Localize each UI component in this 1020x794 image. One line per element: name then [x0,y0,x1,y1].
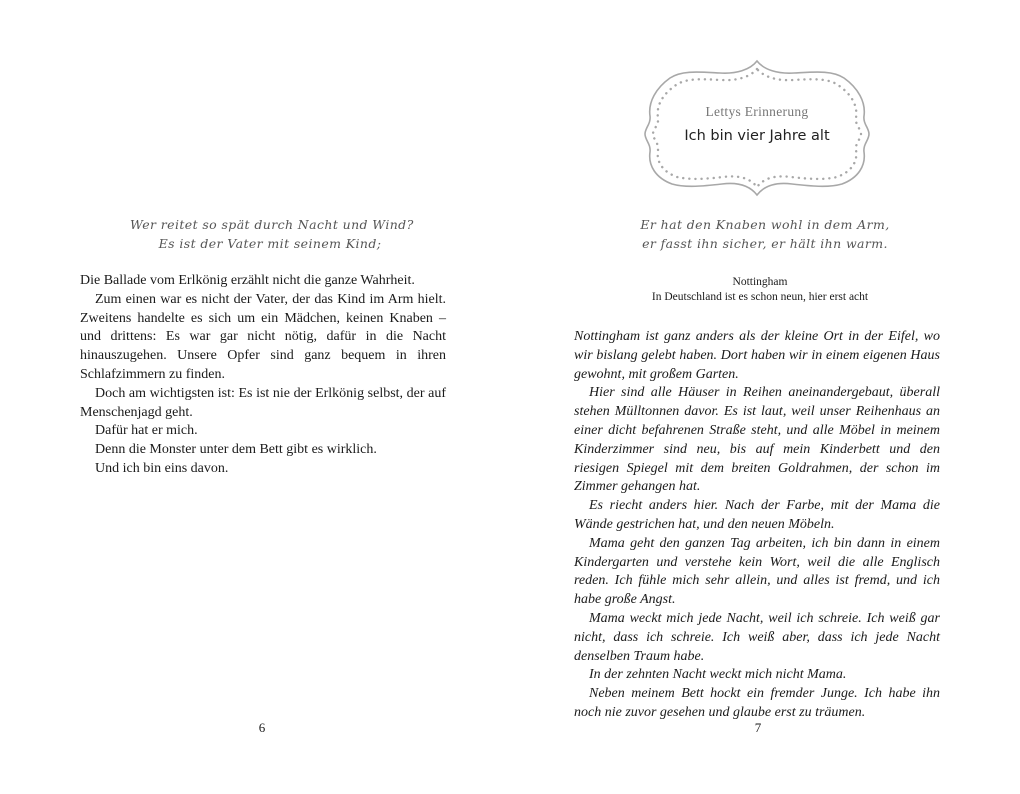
epigraph [130,215,414,253]
paragraph: Mama weckt mich jede Nacht, weil ich schreie. Ich weiß gar nicht, dass ich schreie. Ich weiß aber, dass ich jede Nacht denselben Traum habe. [574,610,940,664]
epigraph-line: Es ist der Vater mit seinem Kind; [158,236,382,251]
time-note: In Deutschland ist es schon neun, hier erst acht [651,291,869,303]
paragraph: Denn die Monster unter dem Bett gibt es wirklich. [95,442,377,458]
epigraph [630,215,900,253]
paragraph: Doch am wichtigsten ist: Es ist nie der Erlkönig selbst, der auf Menschenjagd geht. [80,385,446,420]
page-number: 7 [754,720,762,735]
epigraph-line: Er hat den Knaben wohl in dem Arm, [640,217,890,232]
place-time-heading [570,275,950,305]
page-number: 6 [258,720,266,735]
paragraph: Mama geht den ganzen Tag arbeiten, ich bin dann in einem Kindergarten und verstehe kein Wort, weil die alle Englisch reden. Ich fühle mich sehr allein, und alles ist fremd, und ich habe große Angst. [574,535,940,608]
paragraph: Hier sind alle Häuser in Reihen aneinandergebaut, überall stehen Mülltonnen davor. Es ist laut, weil unser Reihenhaus an einer dicht befahrenen Straße steht, und alle Möbel in meinem Kinderzimmer sind neu, bis auf mein Kinderbett und den riesigen Spiegel mit dem breiten Goldrahmen, der schon im Zimmer gehangen hat. [574,385,940,495]
paragraph: Und ich bin eins davon. [95,460,229,476]
paragraph: Zum einen war es nicht der Vater, der das Kind im Arm hielt. Zweitens handelte es sich um ein Mädchen, keinen Knaben – und drittens: Es war gar nicht nötig, dafür in die Nacht hinauszugehen. Unsere Opfer sind ganz bequem in ihren Schlafzimmern zu finden. [80,291,446,382]
paragraph: Die Ballade vom Erlkönig erzählt nicht die ganze Wahrheit. [80,273,415,288]
epigraph-line: Wer reitet so spät durch Nacht und Wind? [130,217,414,232]
chapter-title: Ich bin vier Jahre alt [684,128,830,144]
paragraph: Dafür hat er mich. [95,423,198,439]
epigraph-line: er fasst ihn sicher, er hält ihn warm. [642,236,888,251]
body-text [80,272,446,479]
chapter-heading-frame [642,58,872,198]
chapter-subtitle: Lettys Erinnerung [705,104,809,119]
paragraph: Neben meinem Bett hockt ein fremder Junge. Ich habe ihn noch nie zuvor gesehen und glaube erst zu träumen. [574,686,940,720]
paragraph: Nottingham ist ganz anders als der kleine Ort in der Eifel, wo wir bislang gelebt haben. Dort haben wir in einem eigenen Haus gewohnt, mit großem Garten. [574,329,940,382]
body-text [574,328,940,723]
paragraph: Es riecht anders hier. Nach der Farbe, mit der Mama die Wände gestrichen hat, und den neuen Möbeln. [574,498,940,532]
paragraph: In der zehnten Nacht weckt mich nicht Mama. [589,667,847,683]
right-page [510,0,1020,794]
place-name: Nottingham [732,276,788,288]
